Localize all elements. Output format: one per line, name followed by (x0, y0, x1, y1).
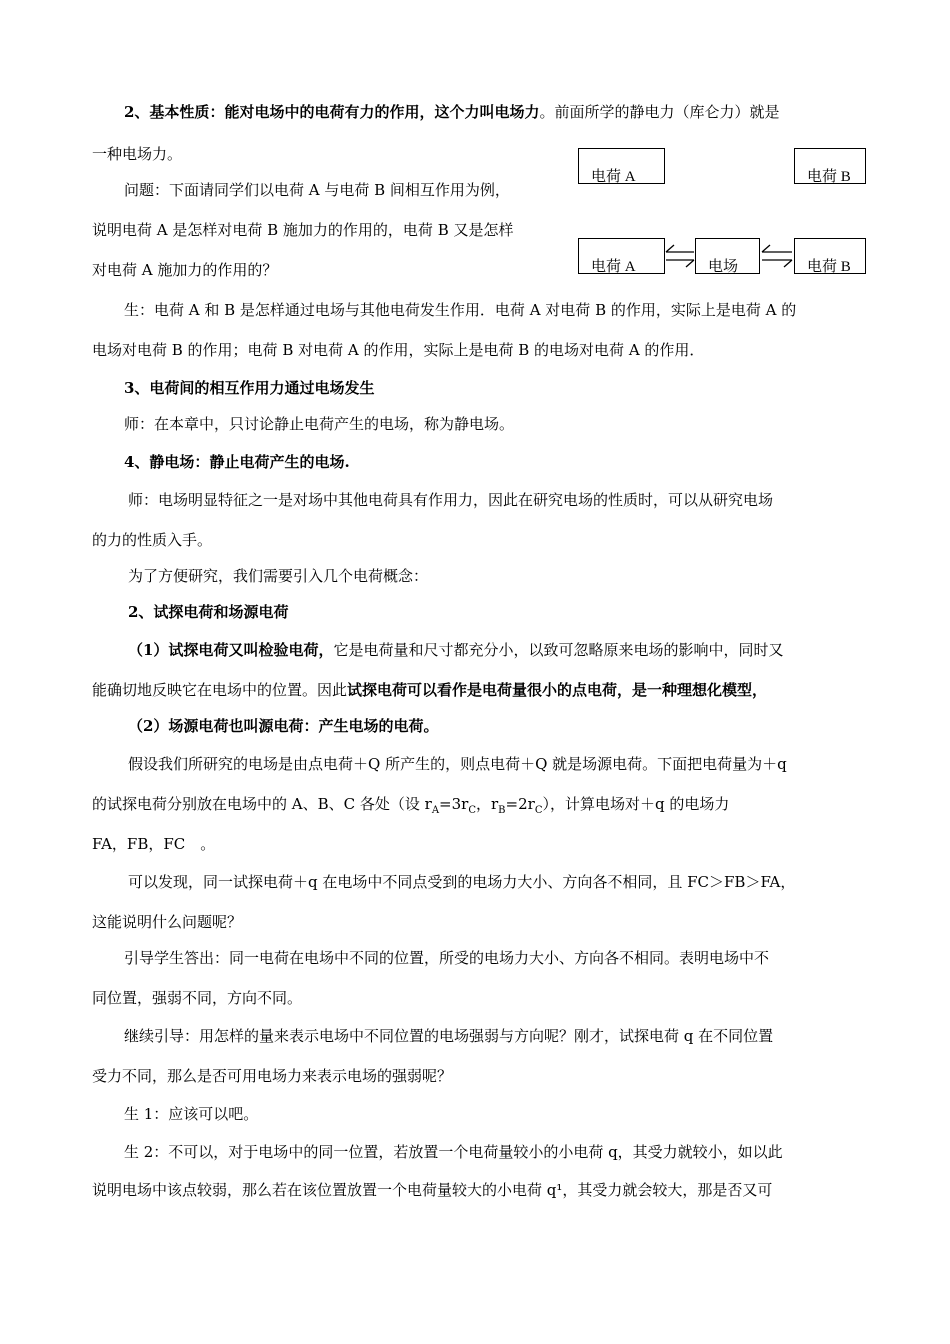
double-arrow-icon-right (760, 238, 794, 274)
teacher-line-1: 师：在本章中，只讨论静止电荷产生的电场，称为静电场。 (124, 415, 515, 433)
heading-4: 4、静电场：静止电荷产生的电场. (124, 453, 350, 471)
teacher-line-2b: 的力的性质入手。 (92, 531, 213, 549)
definition-1-line-1: （1）试探电荷又叫检验电荷，它是电荷量和尺寸都充分小，以致可忽略原来电场的影响中，同时又 (128, 641, 784, 659)
guide-line-2: 同位置，强弱不同，方向不同。 (92, 989, 303, 1007)
student-answer-line-1: 生：电荷 A 和 B 是怎样通过电场与其他电荷发生作用．电荷 A 对电荷 B 的作用，实际上是电荷 A 的 (124, 301, 797, 319)
diagram-charge-a-bottom: 电荷 A (578, 238, 665, 274)
student-1-line: 生 1：应该可以吧。 (124, 1105, 259, 1123)
double-arrow-icon-left (664, 238, 696, 274)
continue-line-2: 受力不同，那么是否可用电场力来表示电场的强弱呢？ (92, 1067, 453, 1085)
basic-property-heading: 2、基本性质：能对电场中的电荷有力的作用，这个力叫电场力 (124, 103, 540, 121)
student-answer-line-2: 电场对电荷 B 的作用；电荷 B 对电荷 A 的作用，实际上是电荷 B 的电场对电荷 A 的作用． (92, 341, 705, 359)
assumption-line-3: FA，FB，FC 。 (92, 835, 216, 853)
heading-test-charge: 2、试探电荷和场源电荷 (128, 603, 289, 621)
continue-line-1: 继续引导：用怎样的量来表示电场中不同位置的电场强弱与方向呢？刚才，试探电荷 q 在不同位置 (124, 1027, 774, 1045)
diagram-charge-b-bottom: 电荷 B (794, 238, 866, 274)
definition-2: （2）场源电荷也叫源电荷：产生电场的电荷。 (128, 717, 439, 735)
intro-line: 为了方便研究，我们需要引入几个电荷概念： (128, 567, 429, 585)
guide-line-1: 引导学生答出：同一电荷在电场中不同的位置，所受的电场力大小、方向各不相同。表明电场中不 (124, 949, 770, 967)
student-2-line-2: 说明电场中该点较弱，那么若在该位置放置一个电荷量较大的小电荷 q¹，其受力就会较大，那是否又可 (92, 1181, 773, 1199)
definition-1-line-2: 能确切地反映它在电场中的位置。因此试探电荷可以看作是电荷量很小的点电荷，是一种理想化模型， (92, 681, 768, 699)
basic-property-text: 。前面所学的静电力（库仑力）就是 (539, 103, 780, 121)
question-line-1: 问题：下面请同学们以电荷 A 与电荷 B 间相互作用为例， (124, 181, 510, 199)
basic-property-continuation: 一种电场力。 (92, 145, 183, 163)
diagram-charge-b-top: 电荷 B (794, 148, 866, 184)
finding-line-2: 这能说明什么问题呢？ (92, 913, 243, 931)
question-line-2: 说明电荷 A 是怎样对电荷 B 施加力的作用的，电荷 B 又是怎样 (92, 221, 514, 239)
diagram-field-box: 电场 (695, 238, 760, 274)
paragraph-basic-property (124, 102, 779, 122)
assumption-line-1: 假设我们所研究的电场是由点电荷＋Q 所产生的，则点电荷＋Q 就是场源电荷。下面把电荷量为＋q (128, 755, 787, 773)
finding-line-1: 可以发现，同一试探电荷＋q 在电场中不同点受到的电场力大小、方向各不相同，且 FC＞FB＞FA， (128, 873, 796, 891)
assumption-line-2: 的试探电荷分别放在电场中的 A、B、C 各处（设 $r_A=3r_C$，$r_B=2r_C$），计算电场对＋q 的电场力 (92, 795, 730, 816)
teacher-line-2a: 师：电场明显特征之一是对场中其他电荷具有作用力，因此在研究电场的性质时，可以从研究电场 (128, 491, 774, 509)
question-line-3: 对电荷 A 施加力的作用的？ (92, 261, 278, 279)
student-2-line-1: 生 2：不可以，对于电场中的同一位置，若放置一个电荷量较小的小电荷 q，其受力就较小，如以此 (124, 1143, 783, 1161)
diagram-charge-a-top: 电荷 A (578, 148, 665, 184)
heading-3: 3、电荷间的相互作用力通过电场发生 (124, 379, 375, 397)
